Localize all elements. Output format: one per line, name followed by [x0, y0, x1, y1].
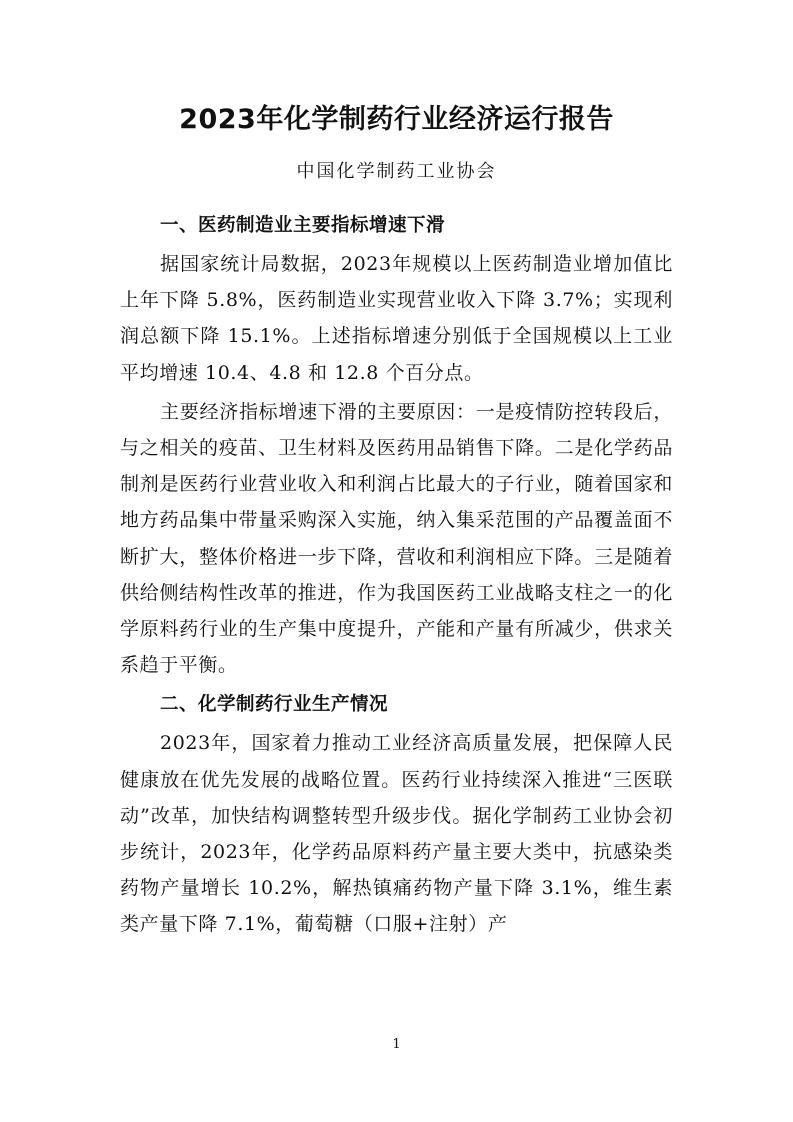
paragraph: 据国家统计局数据，2023年规模以上医药制造业增加值比上年下降 5.8%，医药制造业实现营业收入下降 3.7%；实现利润总额下降 15.1%。上述指标增速分别低于全国规模以上工业平均增速 10.4、4.8 和 12.8 个百分点。: [120, 253, 673, 384]
document-body: [120, 205, 673, 943]
section-heading: 一、医药制造业主要指标增速下滑: [160, 215, 446, 236]
section-heading: 二、化学制药行业生产情况: [160, 694, 389, 716]
page-number: 1: [392, 1037, 401, 1052]
document-title: 2023年化学制药行业经济运行报告: [179, 104, 614, 135]
paragraph: 主要经济指标增速下滑的主要原因：一是疫情防控转段后，与之相关的疫苗、卫生材料及医药用品销售下降。二是化学药品制剂是医药行业营业收入和利润占比最大的子行业，随着国家和地方药品集中带量采购深入实施，纳入集采范围的产品覆盖面不断扩大，整体价格进一步下降，营收和利润相应下降。三是随着供给侧结构性改革的推进，作为我国医药工业战略支柱之一的化学原料药行业的生产集中度提升，产能和产量有所减少，供求关系趋于平衡。: [120, 400, 673, 677]
paragraph: 2023年，国家着力推动工业经济高质量发展，把保障人民健康放在优先发展的战略位置。医药行业持续深入推进“三医联动”改革，加快结构调整转型升级步伐。据化学制药工业协会初步统计，2023年，化学药品原料药产量主要大类中，抗感染类药物产量增长 10.2%，解热镇痛药物产量下降 3.1%，维生素类产量下降 7.1%，葡萄糖（口服+注射）产: [120, 732, 673, 936]
document-author: 中国化学制药工业协会: [296, 161, 497, 182]
